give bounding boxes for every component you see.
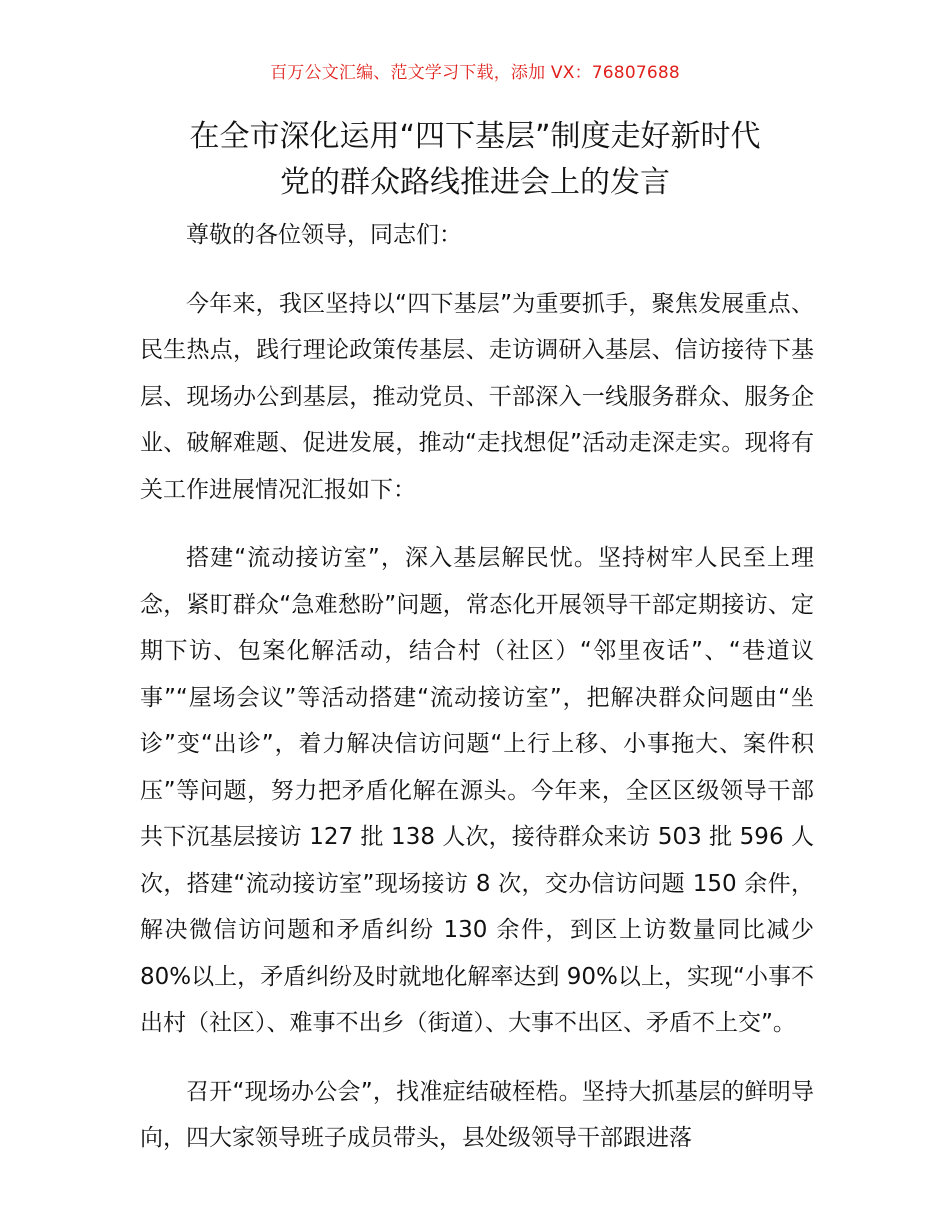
- document-body: [140, 212, 814, 1184]
- page-title: [120, 114, 830, 206]
- paragraph-mobile-reception: 搭建“流动接访室”，深入基层解民忧。坚持树牢人民至上理念，紧盯群众“急难愁盼”问题，常态化开展领导干部定期接访、定期下访、包案化解活动，结合村（社区）“邻里夜话”、“巷道议事”“屋场会议”等活动搭建“流动接访室”，把解决群众问题由“坐诊”变“出诊”，着力解决信访问题“上行上移、小事拖大、案件积压”等问题，努力把矛盾化解在源头。今年来，全区区级领导干部共下沉基层接访 127 批 138 人次，接待群众来访 503 批 596 人次，搭建“流动接访室”现场接访 8 次，交办信访问题 150 余件，解决微信访问题和矛盾纠纷 130 余件，到区上访数量同比减少 80%以上，矛盾纠纷及时就地化解率达到 90%以上，实现“小事不出村（社区）、难事不出乡（街道）、大事不出区、矛盾不上交”。: [140, 545, 814, 1036]
- salutation: 尊敬的各位领导，同志们：: [186, 222, 462, 248]
- title-line-1: 在全市深化运用“四下基层”制度走好新时代: [189, 119, 761, 154]
- paragraph-onsite-meeting: 召开“现场办公会”，找准症结破桎梏。坚持大抓基层的鲜明导向，四大家领导班子成员带头，县处级领导干部跟进落: [140, 1078, 814, 1151]
- header-banner: 百万公文汇编、范文学习下载，添加 VX：76807688: [270, 63, 680, 83]
- title-line-2: 党的群众路线推进会上的发言: [280, 165, 670, 200]
- paragraph-intro: 今年来，我区坚持以“四下基层”为重要抓手，聚焦发展重点、民生热点，践行理论政策传基层、走访调研入基层、信访接待下基层、现场办公到基层，推动党员、干部深入一线服务群众、服务企业、破解难题、促进发展，推动“走找想促”活动走深走实。现将有关工作进展情况汇报如下：: [140, 290, 814, 503]
